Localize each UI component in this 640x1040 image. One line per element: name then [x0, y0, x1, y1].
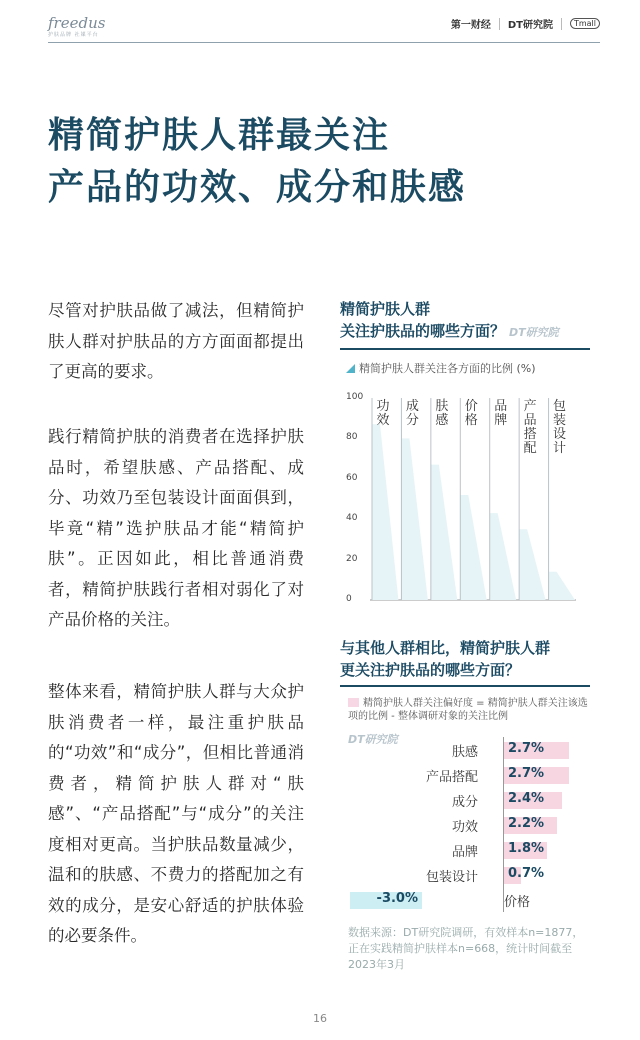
dt-logo: DT研究院 [507, 20, 553, 31]
chart2-title [340, 637, 590, 681]
chart1-title-line-2: 关注护肤品的哪些方面？ [340, 322, 506, 340]
bar-category-label: 成分 [451, 795, 478, 810]
bar-category-label: 价格 [503, 895, 530, 910]
bar-row [340, 788, 590, 813]
chart2-legend-text: 精简护肤人群关注偏好度 = 精简护肤人群关注该选项的比例 - 整体调研对象的关注比例 [348, 698, 588, 722]
dt-watermark-2: DT研究院 [348, 733, 398, 746]
y-tick-label: 0 [346, 594, 352, 604]
category-label: 成分 [405, 399, 419, 428]
chart2-header [340, 637, 590, 687]
logo-separator [499, 18, 500, 30]
legend-triangle-icon [346, 364, 355, 373]
bar-value-label: 1.8% [508, 841, 545, 856]
bar-value-label: 2.4% [508, 791, 545, 806]
bar-row [340, 838, 590, 863]
chart2-rule [340, 685, 590, 687]
partner-logos [451, 16, 600, 31]
bar-value-label: 2.2% [508, 816, 545, 831]
bar-value-label: 2.7% [508, 766, 545, 781]
attention-area-chart [340, 390, 590, 610]
category-label: 价格 [464, 399, 478, 428]
chart2-title-line-1: 与其他人群相比，精简护肤人群 [340, 639, 551, 657]
y-tick-label: 20 [346, 553, 358, 564]
dt-watermark: DT研究院 [509, 326, 559, 339]
freedus-logo-sub: 护肤品牌 社媒平台 [48, 32, 99, 38]
area-segment-5 [519, 529, 545, 600]
area-segment-2 [431, 465, 457, 600]
title-line-1: 精简护肤人群最关注 [48, 115, 391, 156]
bar-category-label: 功效 [451, 820, 478, 835]
title-line-2: 产品的功效、成分和肤感 [48, 167, 467, 208]
paragraph-3: 整体来看，精简护肤人群与大众护肤消费者一样，最注重护肤品的“功效”和“成分”，但相比普通消费者，精简护肤人群对“肤感”、“产品搭配”与“成分”的关注度相对更高。当护肤品数量减少，温和的肤感、不费力的搭配加之有效的成分，是安心舒适的护肤体验的必要条件。 [48, 682, 304, 945]
bar-category-label: 包装设计 [425, 870, 478, 885]
chart2-legend [348, 697, 588, 723]
bar-row [340, 813, 590, 838]
bar-row [340, 888, 590, 913]
chart2-title-line-2: 更关注护肤品的哪些方面？ [340, 661, 521, 679]
area-segment-0 [372, 424, 398, 600]
category-label: 肤感 [435, 399, 449, 428]
chart1-rule [340, 348, 590, 350]
bar-category-label: 产品搭配 [425, 770, 478, 785]
chart1-legend [346, 360, 536, 376]
chart1-legend-text: 精简护肤人群关注各方面的比例 (%) [359, 362, 536, 375]
category-label: 功效 [376, 399, 390, 428]
area-segment-3 [460, 495, 486, 600]
page-header [0, 0, 640, 44]
area-segment-6 [549, 572, 575, 600]
paragraph-2: 践行精简护肤的消费者在选择护肤品时，希望肤感、产品搭配、成分、功效乃至包装设计面面俱到，毕竟“精”选护肤品才能“精简护肤”。正因如此，相比普通消费者，精简护肤践行者相对弱化了对产品价格的关注。 [48, 427, 304, 629]
bar-value-label: 0.7% [508, 866, 545, 881]
yicai-logo: 第一财经 [450, 20, 491, 31]
area-segment-4 [490, 513, 516, 600]
data-source-note: 数据来源：DT研究院调研，有效样本n=1877，正在实践精简护肤样本n=668，统计时间截至2023年3月 [348, 926, 584, 971]
tmall-logo: Tmall [570, 18, 600, 29]
bar-category-label: 肤感 [451, 745, 478, 760]
chart1-title-line-1: 精简护肤人群 [340, 300, 431, 318]
bar-value-label: 2.7% [508, 741, 545, 756]
legend-swatch [348, 698, 359, 707]
y-tick-label: 60 [346, 472, 358, 483]
freedus-logo: freedus [48, 14, 106, 32]
category-label: 包装设计 [553, 399, 567, 456]
bar-row [340, 738, 590, 763]
y-tick-label: 40 [346, 513, 358, 524]
area-segment-1 [401, 438, 427, 600]
y-tick-label: 80 [346, 432, 358, 443]
bar-row [340, 863, 590, 888]
bar-row [340, 763, 590, 788]
y-tick-label: 100 [346, 392, 364, 402]
chart1-header [340, 298, 590, 350]
bar-category-label: 品牌 [451, 845, 478, 860]
header-divider [48, 42, 600, 43]
paragraph-1: 尽管对护肤品做了减法，但精简护肤人群对护肤品的方方面面都提出了更高的要求。 [48, 301, 304, 381]
bar-value-label: -3.0% [376, 891, 418, 906]
logo-separator [561, 18, 562, 30]
category-label: 品牌 [494, 399, 508, 428]
page-title [48, 110, 466, 214]
chart1-title [340, 298, 590, 344]
category-label: 产品搭配 [523, 399, 537, 456]
page-number: 16 [313, 1012, 327, 1025]
